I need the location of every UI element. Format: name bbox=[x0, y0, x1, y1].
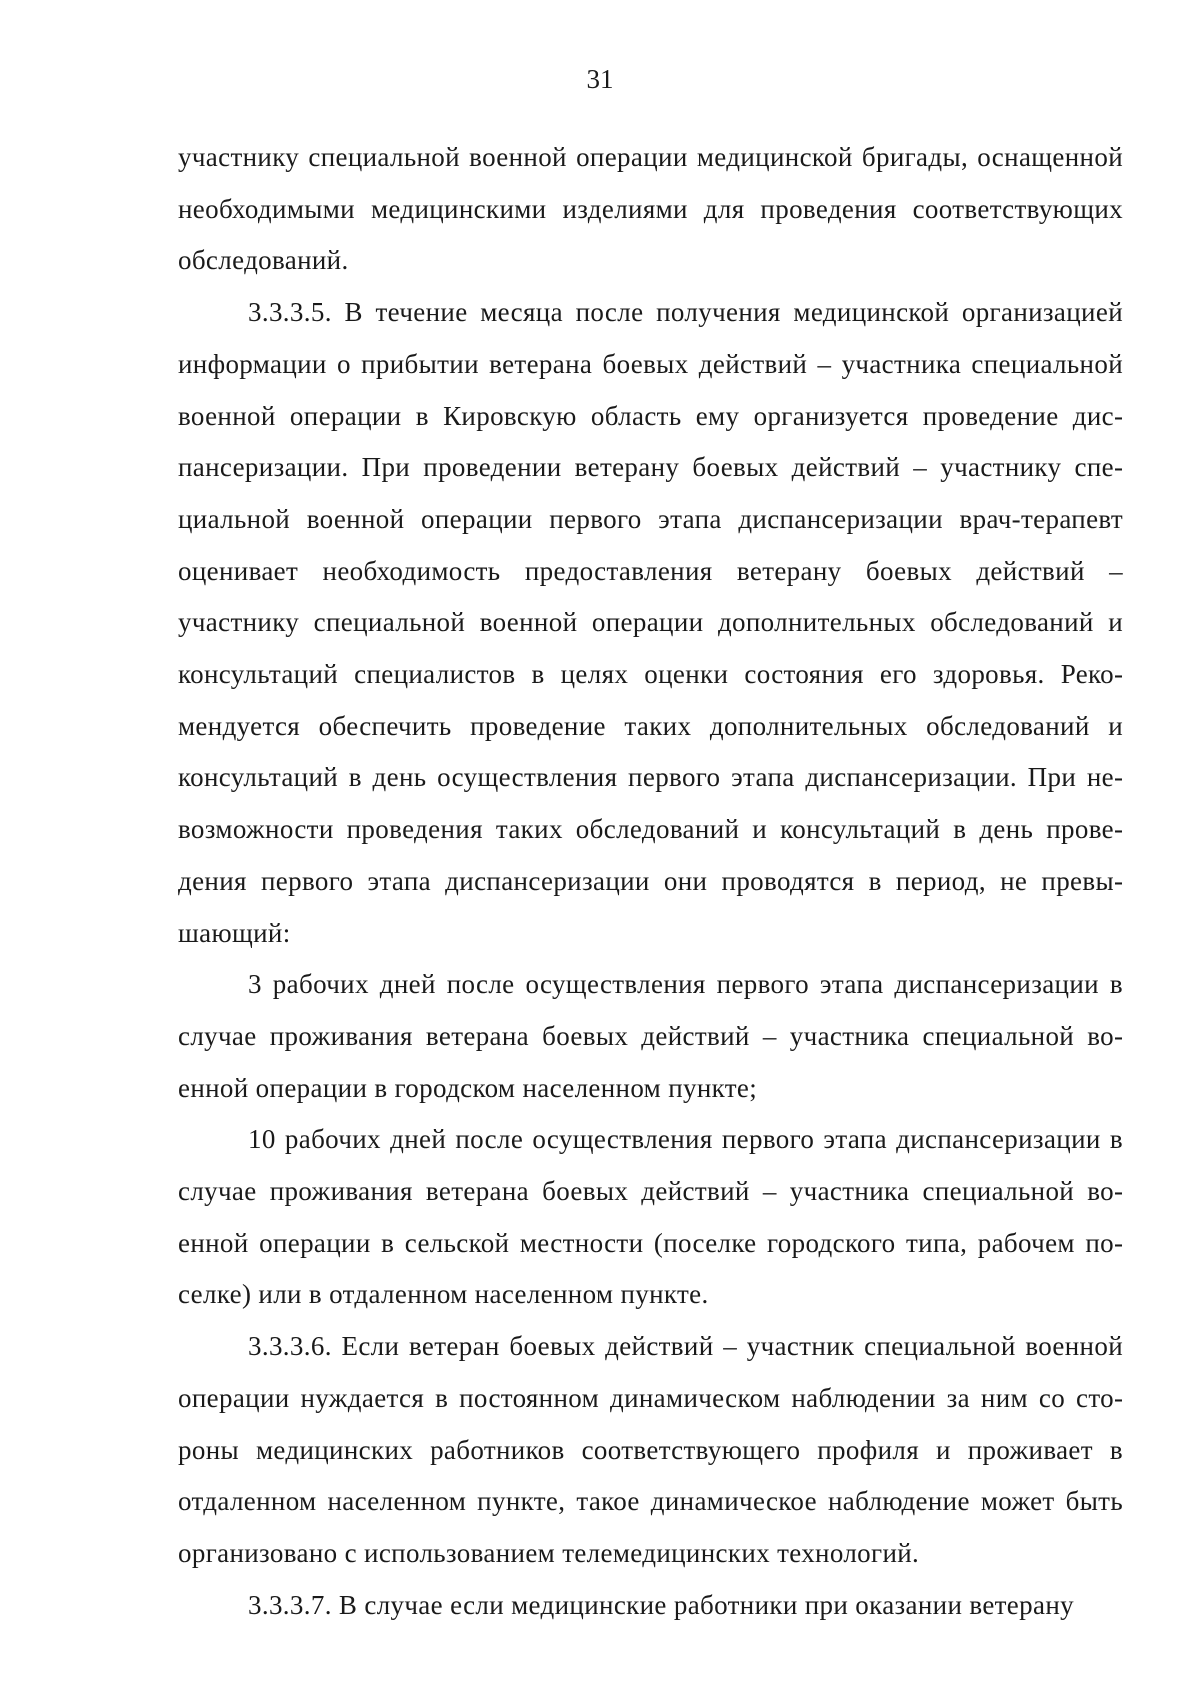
paragraph-urban-term: 3 рабочих дней после осуществления первого этапа диспансеризации в случае проживания ветерана боевых действий – участника специальной военной операции в городском населенном пункте; bbox=[178, 969, 1123, 1103]
paragraph-continuation: участнику специальной военной операции медицинской бригады, оснащенной необходимыми медицинскими изделиями для проведения соответствующих обследований. bbox=[178, 142, 1123, 276]
page-number: 31 bbox=[586, 64, 614, 94]
paragraph-rural-term: 10 рабочих дней после осуществления первого этапа диспансеризации в случае проживания ветерана боевых действий – участника специальной военной операции в сельской местности (поселке городского типа, рабочем поселке) или в отдаленном населенном пункте. bbox=[178, 1124, 1123, 1310]
paragraph-3-3-3-7: 3.3.3.7. В случае если медицинские работники при оказании ветерану bbox=[248, 1589, 1074, 1620]
paragraph-3-3-3-5: 3.3.3.5. В течение месяца после получения медицинской организацией информации о прибытии ветерана боевых действий – участника специальной военной операции в Кировскую область ему организуется проведение диспансеризации. При проведении ветерану боевых действий – участнику специальной военной операции первого этапа диспансеризации врач-терапевт оценивает необходимость предоставления ветерану боевых действий – участнику специальной военной операции дополнительных обследований и консультаций специалистов в целях оценки состояния его здоровья. Рекомендуется обеспечить проведение таких дополнительных обследований и консультаций в день осуществления первого этапа диспансеризации. При невозможности проведения таких обследований и консультаций в день проведения первого этапа диспансеризации они проводятся в период, не превышающий: bbox=[178, 297, 1123, 948]
paragraph-3-3-3-6: 3.3.3.6. Если ветеран боевых действий – участник специальной военной операции нуждается в постоянном динамическом наблюдении за ним со стороны медицинских работников соответствующего профиля и проживает в отдаленном населенном пункте, такое динамическое наблюдение может быть организовано с использованием телемедицинских технологий. bbox=[178, 1331, 1123, 1568]
document-body bbox=[178, 132, 1123, 1631]
